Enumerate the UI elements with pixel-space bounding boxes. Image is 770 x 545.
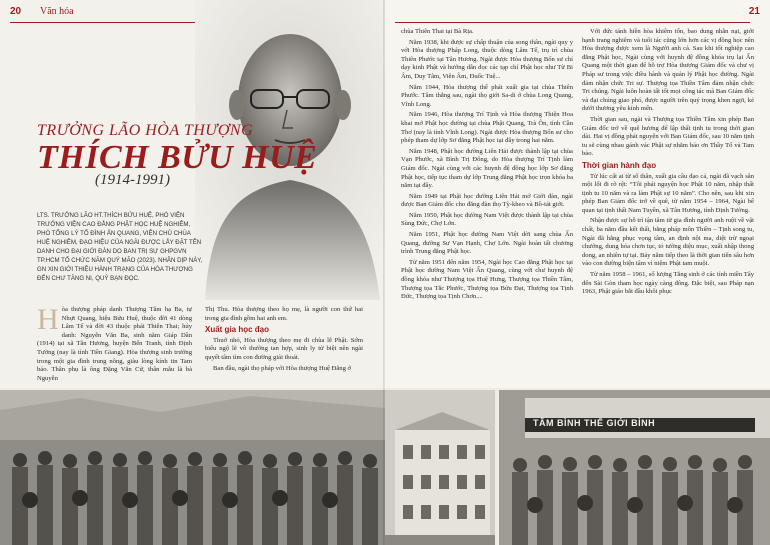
col4-p3: Từ lúc cất ai từ số thân, xuất gia cầu đạo cả, ngài đã vạch sẵn một lối đi rõ rệt: “Tôi phát nguyện học Phật 10 năm, nhập thất tịnh tu 10 năm và ra làm Phật sự 10 năm”. Cho nên, sau khi xin phép Ban Giám đốc trở về quê, từ năm 1954 – 1964, Ngài bế quan tại tịnh thất Nam Tuyền, xã Tân Hương, tỉnh Định Tường. <box>582 172 754 214</box>
col4-p4: Nhận được sự hỗ trì tận tâm từ gia đình người anh ruột về vật chất, ba năm đầu kết thất, bằng pháp môn Thiền – Tịnh song tu, Ngài đã hằng phục vọng tâm, an định nội ma, diệt trừ ngoại chướng, dung hóa chơn tục, tỏ tường diệu mục, xuất nhập thong dong, an nhiên tự tại. Bảy năm tiếp theo là thời gian tiến sâu hơn vào con đường biện tâm vì niệm Phật tam muội. <box>582 217 754 268</box>
editor-note: LTS. TRƯỞNG LÃO HT.THÍCH BỬU HUỆ, PHÓ VIỆN TRƯỞNG VIỆN CAO ĐẲNG PHẬT HỌC HUỆ NGHIÊM, PHÓ TỔNG LÝ TỔ ĐÌNH ẤN QUANG, VIỆN CHỦ CHÙA HUỆ NGHIÊM, ĐẠO HIỆU CỦA NGÀI ĐƯỢC LẤY ĐẶT TÊN DANH CHO ĐẠI GIỚI ĐÀN DO BAN TRỊ SỰ GHPGVN TP.HCM TỔ CHỨC NĂM QUÝ MÃO (2023). NHÂN DỊP NÀY, GN XIN GIỚI THIỆU HÀNH TRẠNG CỦA HÒA THƯỢNG ĐẾN CHƯ TĂNG NI, QUÝ BẠN ĐỌC. <box>37 212 203 282</box>
group-photo-right <box>499 390 770 545</box>
col3-p8: Năm 1951, Phật học đường Nam Việt dời sang chùa Ấn Quang, đường Sư Vạn Hạnh, Chợ Lớn. Ngài hoàn tất chương trình Trung đẳng Phật học. <box>401 231 573 256</box>
group-photo-left <box>0 388 385 545</box>
title-line2: THÍCH BỬU HUỆ <box>37 139 318 176</box>
col2-p2: Thuở nhỏ, Hòa thượng theo mẹ đi chùa lễ Phật. Sớm biểu ngộ lẽ vô thường tan hợp, sinh ly tử biệt nên ngài quyết tâm tìm con đường giải thoát. <box>205 336 363 361</box>
header-rule-right <box>395 22 750 23</box>
article-column-2 <box>205 306 363 375</box>
col3-p1: chùa Thiên Thai tại Bà Rịa. <box>401 28 474 35</box>
right-page-number: 21 <box>748 6 760 17</box>
drop-cap: H <box>37 303 59 336</box>
col3-p7: Năm 1950, Phật học đường Nam Việt được thành lập tại chùa Sùng Đức, Chợ Lớn. <box>401 211 573 228</box>
col2-p1: Thị Thu. Hòa thượng theo họ mẹ, là người con thứ hai trong gia đình gồm hai anh em. <box>205 306 363 322</box>
col3-p9: Từ năm 1951 đến năm 1954, Ngài học Cao đẳng Phật học tại Phật học đường Nam Việt Ấn Quang, cùng với chư huynh đệ đồng khóa như Thượng tọa Huệ Hưng, Thượng tọa Thiền Tâm, Thượng tọa Tắc Phước, Thượng tọa Bửu Đạt, Thượng tọa Tịnh Đức, Thượng tọa Tịnh Chơn.... <box>401 258 573 301</box>
building-photo <box>385 390 495 545</box>
subhead-hanh-dao: Thời gian hành đạo <box>582 160 657 170</box>
col2-p3: Ban đầu, ngài thọ pháp với Hòa thượng Huệ Đăng ở <box>213 364 352 372</box>
section-label: Văn hóa <box>40 6 74 17</box>
col4-p2: Thời gian sau, ngài và Thượng tọa Thiền Tâm xin phép Ban Giám đốc trở về quê hương để lập thất tịnh tu trong thời gian dài. Hai vị đồng phát nguyện với Ban Giám đốc, sau 10 năm tịnh tu sẽ cùng nhau gánh vác Phật sự nhằm báo ơn Thầy Tổ và Tam bảo. <box>582 115 754 158</box>
left-page-number: 20 <box>10 6 22 17</box>
col4-p5: Từ năm 1958 – 1961, số lượng Tăng sinh ở các tỉnh miền Tây đến Sài Gòn tham học ngày càng đông. Đặc biệt, sau Pháp nạn 1963, Phật giáo bắt đầu khôi phục <box>582 271 754 296</box>
title-years: (1914-1991) <box>95 172 170 188</box>
col3-p3: Năm 1944, Hòa thượng thế phát xuất gia tại chùa Thiên Phước. Tâm thắng sau, ngài thọ giới Sa-di ở chùa Long Quang, Vĩnh Long. <box>401 83 573 108</box>
col3-p4: Năm 1946, Hòa thượng Trí Tịnh và Hòa thượng Thiện Hoa khai mở Phật học đường tại chùa Phật Quang, Trà Ôn, tỉnh Cần Thơ (nay là tỉnh Vĩnh Long). Ngài được Hòa thượng Bổn sư cho phép tham dự lớp Sơ đẳng Phật học tại đây trong hai năm. <box>401 111 573 145</box>
article-column-1 <box>37 303 192 383</box>
temple-sign-text: TÂM BÌNH THẾ GIỚI BÌNH <box>533 418 656 428</box>
article-column-3 <box>401 28 573 304</box>
title-line1: TRƯỞNG LÃO HÒA THƯỢNG <box>37 122 254 139</box>
col1-text: òa thượng pháp danh Thượng Tâm hạ Ba, tự Nhựt Quang, hiệu Bửu Huệ, thuộc đời 41 dòng Lâm Tế và đời 43 thuộc phái Thiên Thai; húy danh: Nguyễn Văn Ba, sinh năm Giáp Dần (1914) tại xã Tân Hương, huyện Bến Tranh, tỉnh Định Tường (nay là tỉnh Tiền Giang). Hòa thượng sinh trưởng trong một gia đình trung nông, giàu lòng kính tin Tam bảo. Thân phụ là ông Đặng Văn Cử, thân mẫu là bà Nguyễn <box>37 306 192 382</box>
col4-p1: Với đức tánh hiền hòa khiêm tốn, bao dung nhẫn nại, giới hạnh trang nghiêm và tuổi tác cũng lớn hơn các vị đồng học nên Hòa thượng được xem là Người anh cả. Sau khi tốt nghiệp cao đẳng Phật học, Ngài cùng với huynh đệ đồng khóa trụ lại Ấn Quang một thời gian để hỗ trợ Hòa thượng Giám đốc và chư vị Pháp sư trong việc điều hành và quản lý Phật học đường. Ngài đảm nhận chức Tri sự. Thượng tọa Thiền Tâm đảm nhận chức Tri chúng. Ngài luôn hoàn tất tốt mọi công tác mà Ban Giám đốc và đại chúng giao phó, được người trên quý trọng khen ngợi, kẻ dưới thương yêu kính mến. <box>582 28 754 113</box>
article-column-4 <box>582 28 754 299</box>
subhead-xuat-gia: Xuất gia học đạo <box>205 325 270 335</box>
right-page <box>385 0 770 545</box>
col3-p5: Năm 1948, Phật học đường Liên Hải được thành lập tại chùa Vạn Phước, xã Bình Trị Đông, do Hòa thượng Trí Tịnh làm Giám đốc. Ngài cùng với các huynh đệ đồng học lớp Sơ đẳng Phật học, tiếp tục tham dự lớp Trung đẳng Phật học trọn khóa ba năm tại đây. <box>401 147 573 190</box>
col3-p2: Năm 1938, khi được sự chấp thuận của song thân, ngài quy y với Hòa thượng Pháp Long, thuộc dòng Lâm Tế, trụ trì chùa Thiên Phước tại Tân Hương. Ngài được Hòa thượng Bổn sư chỉ dạy kinh Phật và hướng dẫn đọc các tạp chí Phật học như Từ Bi Âm, Duy Tâm, Viên Âm, Đuốc Tuệ... <box>401 38 573 80</box>
col3-p6: Năm 1949 tại Phật học đường Liên Hải mở Giới đàn, ngài được Ban Giám đốc cho đăng đàn thọ Tỳ-kheo và Bồ-tát giới. <box>401 192 573 209</box>
photos-right <box>385 388 770 545</box>
